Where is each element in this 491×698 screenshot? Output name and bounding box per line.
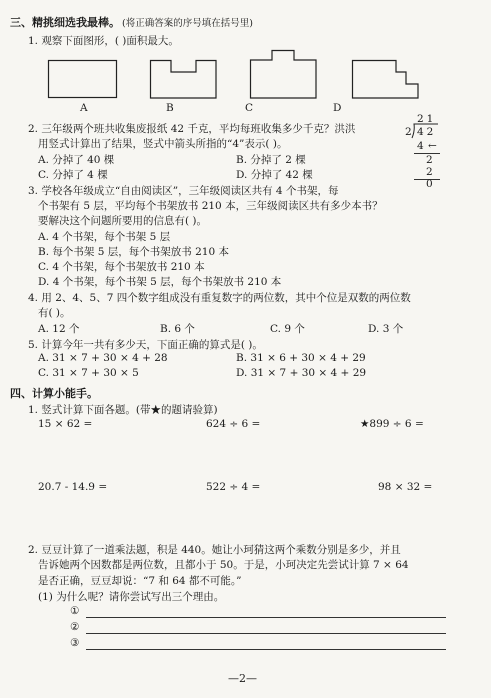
q5-stem: 5. 计算今年一共有多少天，下面正确的算式是( )。 [28,339,263,351]
page-number: —2— [228,672,257,685]
q3-line2: 个书架有 5 层，平均每个书架放书 210 本，三年级阅读区共有多少本书？ [38,200,383,212]
q6-line3: 是否正确，豆豆却说：“7 和 64 都不可能。” [38,575,242,587]
q2-line1: 2. 三年级两个班共收集废报纸 42 千克，平均每班收集多少千克？洪洪 [28,123,356,135]
division-remainder: 0 [426,178,433,190]
q2-option-b: B. 分掉了 2 棵 [236,154,306,166]
q4-option-b: B. 6 个 [160,323,195,335]
calc-problem-3: ★899 ÷ 6 = [360,418,424,430]
q2-option-d: D. 分掉了 42 棵 [236,169,313,181]
division-step2: 2 [426,154,433,166]
q3-option-b: B. 每个书架 5 层，每个书架放书 210 本 [38,246,229,258]
q3-option-a: A. 4 个书架，每个书架 5 层 [38,231,171,243]
q4-option-d: D. 3 个 [368,323,404,335]
answer-line-3[interactable] [86,649,446,650]
division-step1: 4 [417,140,424,152]
reason-marker-2: ② [70,621,80,633]
answer-line-1[interactable] [86,617,446,618]
arrow-icon: ← [428,140,437,152]
q5-option-d: D. 31 × 7 + 30 × 4 + 29 [236,367,367,379]
division-step3: 2 [426,166,433,178]
calc-problem-2: 624 ÷ 6 = [206,418,261,430]
shape-d [352,60,422,100]
q2-line2: 用竖式计算出了结果，竖式中箭头所指的“4”表示( )。 [38,138,288,150]
section3-note: (将正确答案的序号填在括号里) [122,18,253,29]
calc-stem: 1. 竖式计算下面各题。(带★的题请验算) [28,404,218,416]
q6-sub: (1) 为什么呢？请你尝试写出三个理由。 [38,591,225,603]
reason-marker-3: ③ [70,637,80,649]
division-quotient: 21 [417,113,437,125]
q5-option-a: A. 31 × 7 + 30 × 4 + 28 [38,352,168,364]
division-bracket [412,124,442,140]
calc-problem-5: 522 ÷ 4 = [206,481,261,493]
q4-option-c: C. 9 个 [270,323,305,335]
q6-line1: 2. 豆豆计算了一道乘法题，积是 440。她让小珂猜这两个乘数分别是多少，并且 [28,544,401,556]
shape-label-d: D [333,102,342,114]
q3-option-d: D. 4 个书架，每个书架 5 层，每个书架放书 210 本 [38,276,282,288]
answer-line-2[interactable] [86,633,446,634]
shape-label-c: C [245,102,254,114]
shape-b [150,60,220,100]
q4-option-a: A. 12 个 [38,323,80,335]
q3-line1: 3. 学校各年级成立“自由阅读区”，三年级阅读区共有 4 个书架，每 [28,185,339,197]
q2-option-a: A. 分掉了 40 棵 [38,154,115,166]
q5-option-b: B. 31 × 6 + 30 × 4 + 29 [236,352,366,364]
shape-label-a: A [80,102,88,114]
shape-label-b: B [166,102,174,114]
q3-line3: 要解决这个问题所要用的信息有( )。 [38,215,208,227]
calc-problem-4: 20.7 - 14.9 = [38,481,108,493]
calc-problem-6: 98 × 32 = [378,481,433,493]
section4-title: 四、计算小能手。 [10,387,98,400]
calc-problem-1: 15 × 62 = [38,418,93,430]
q5-option-c: C. 31 × 7 + 30 × 5 [38,367,139,379]
division-divisor: 2 [405,126,412,138]
q1-stem: 1. 观察下面图形，( )面积最大。 [28,35,179,47]
q6-line2: 告诉她两个因数都是两位数，且都小于 50。于是，小珂决定先尝试计算 7 × 64 [38,559,409,571]
reason-marker-1: ① [70,605,80,617]
q4-line2: 有( )。 [38,307,71,319]
division-dividend: 42 [417,126,437,138]
q4-line1: 4. 用 2、4、5、7 四个数字组成没有重复数字的两位数，其中个位是双数的两位数 [28,292,411,304]
section3-title: 三、精挑细选我最棒。 [10,16,120,29]
shape-c [250,50,320,100]
q2-option-c: C. 分掉了 4 棵 [38,169,108,181]
q3-option-c: C. 4 个书架，每个书架放书 210 本 [38,261,205,273]
shape-a [48,60,118,100]
